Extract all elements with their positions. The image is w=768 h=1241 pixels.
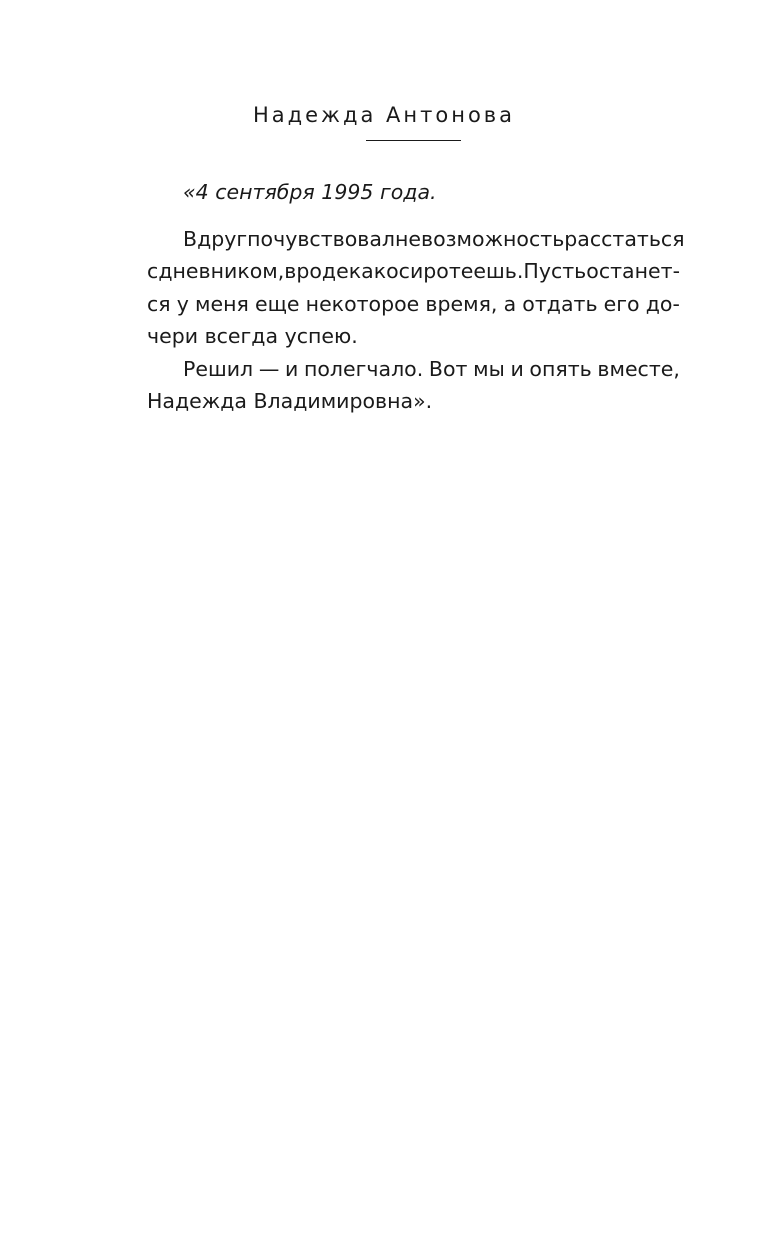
word: Вдруг (183, 226, 248, 251)
running-head-author: Надежда Антонова (252, 103, 516, 127)
paragraph-1-line-2 (147, 255, 680, 288)
word: с (147, 259, 159, 283)
main-text (147, 176, 685, 418)
paragraph-1-line-1 (147, 223, 685, 256)
word: вместе, (597, 356, 680, 381)
word: останет- (586, 259, 680, 283)
word: еще (254, 291, 300, 316)
word: осиротеешь. (386, 259, 524, 283)
word: расстаться (564, 226, 685, 251)
word: у (176, 291, 189, 316)
word: опять (529, 356, 592, 381)
paragraph-2-line-2: Надежда Владимировна». (147, 389, 433, 413)
word: — (258, 356, 280, 381)
word: мы (473, 356, 505, 381)
paragraph-1 (147, 223, 685, 353)
word: полегчало. (303, 356, 424, 381)
paragraph-2 (147, 353, 680, 418)
date-line: «4 сентября 1995 года. (183, 180, 437, 204)
word: дневником, (158, 259, 285, 283)
paragraph-2-line-1 (147, 353, 680, 386)
word: а (503, 291, 517, 316)
word: Решил (183, 356, 254, 381)
word: невозможность (395, 226, 565, 251)
word: как (348, 259, 387, 283)
word: ся (147, 291, 171, 316)
word: некоторое (305, 291, 420, 316)
word: до- (645, 291, 680, 316)
word: Вот (428, 356, 468, 381)
word: его (603, 291, 640, 316)
header-rule (366, 140, 461, 141)
word: почувствовал (247, 226, 396, 251)
paragraph-1-line-4: чери всегда успею. (147, 324, 358, 348)
word: отдать (522, 291, 598, 316)
paragraph-1-line-3 (147, 288, 680, 321)
word: Пусть (523, 259, 587, 283)
spacer (147, 209, 680, 223)
word: и (510, 356, 524, 381)
word: и (284, 356, 299, 381)
word: меня (195, 291, 249, 316)
word: вроде (284, 259, 349, 283)
word: время, (425, 291, 498, 316)
